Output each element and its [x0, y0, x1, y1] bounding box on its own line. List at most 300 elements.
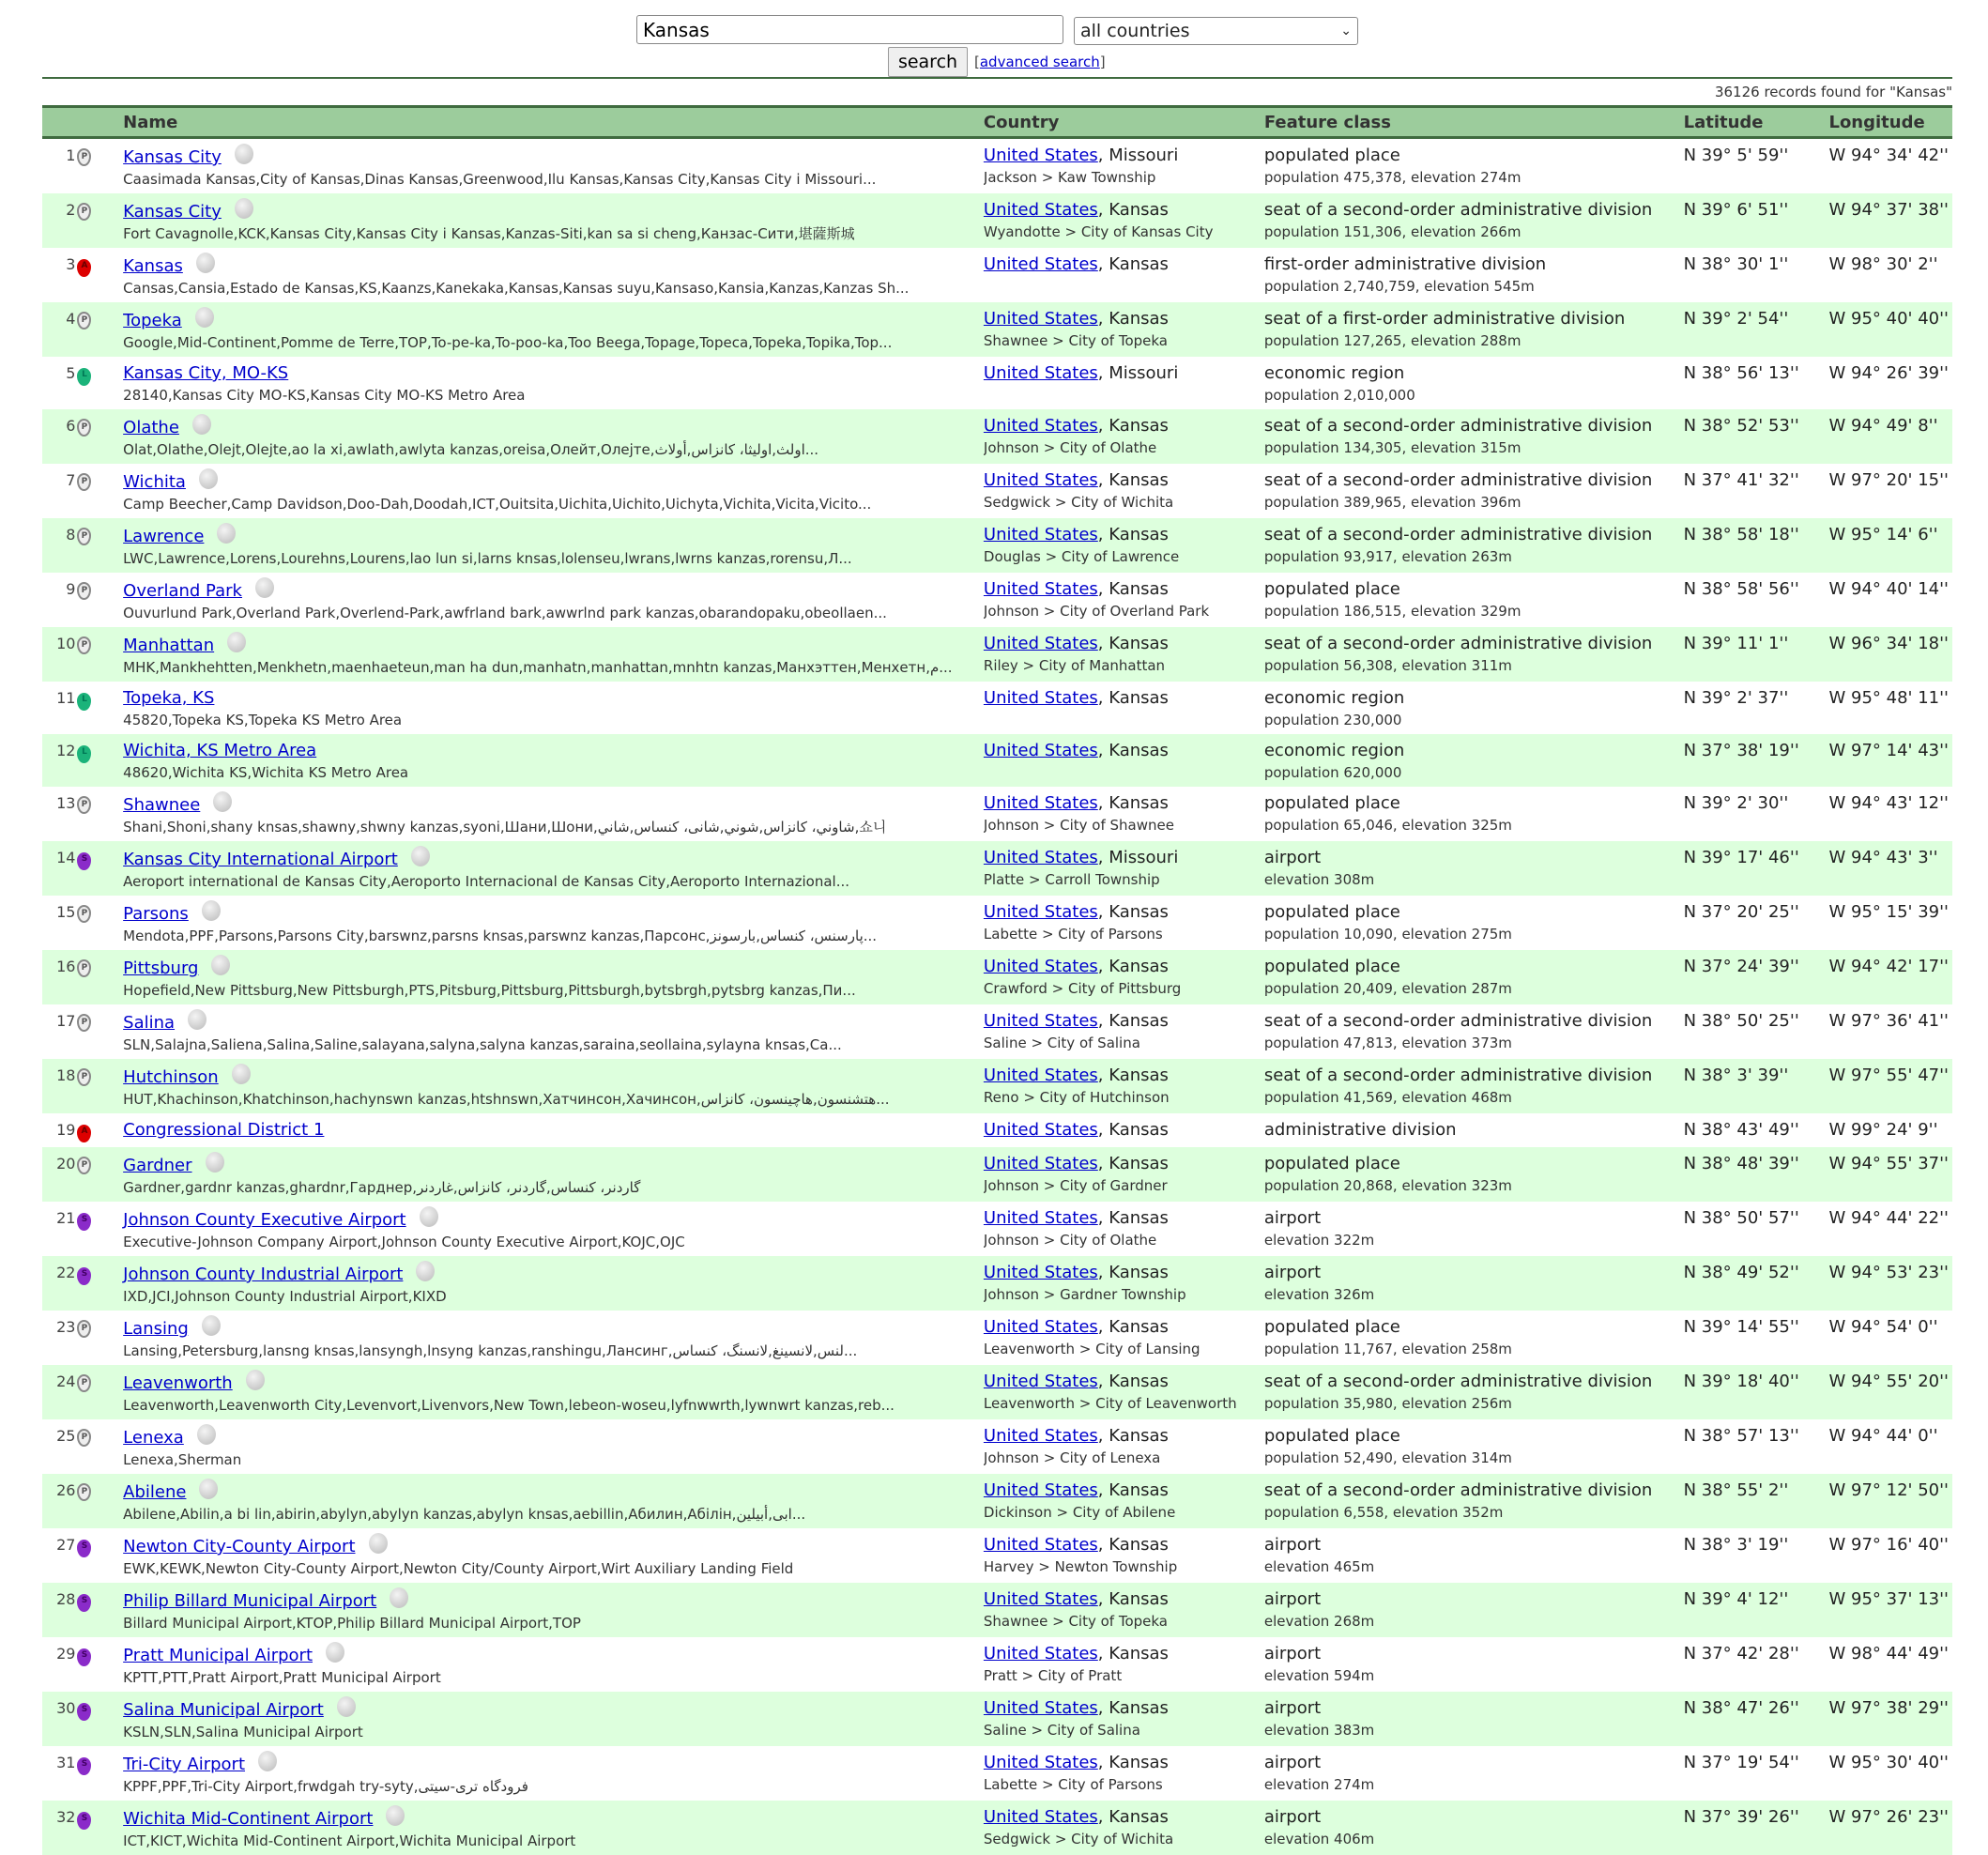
table-row	[42, 573, 1952, 627]
longitude: W 99° 24' 9''	[1828, 1120, 1938, 1140]
airport-pin-icon: S	[77, 1757, 91, 1775]
row-number: 25	[56, 1427, 76, 1445]
country-link[interactable]: United States	[983, 902, 1098, 922]
state: , Kansas	[1097, 1154, 1169, 1173]
populated-place-pin-icon: P	[77, 582, 91, 600]
wikipedia-icon[interactable]	[188, 1009, 206, 1030]
feature-detail: elevation 594m	[1263, 1667, 1375, 1684]
populated-place-pin-icon: P	[77, 959, 91, 977]
place-name-link[interactable]: Overland Park	[123, 581, 242, 601]
place-name-link[interactable]: Johnson County Industrial Airport	[123, 1265, 404, 1284]
wikipedia-icon[interactable]	[195, 307, 214, 328]
admin-path: Johnson > City of Shawnee	[983, 817, 1174, 834]
country-link[interactable]: United States	[983, 957, 1098, 976]
alternate-names: KPPF,PPF,Tri-City Airport,frwdgah try-syty,فرودگاه تری-سیتی	[123, 1778, 528, 1795]
state: , Kansas	[1097, 579, 1169, 599]
table-row	[42, 357, 1952, 409]
latitude: N 37° 38' 19''	[1683, 741, 1799, 760]
feature-class: airport	[1263, 1263, 1322, 1282]
feature-class: airport	[1263, 1698, 1322, 1718]
latitude: N 38° 58' 18''	[1683, 525, 1799, 544]
table-row	[42, 1583, 1952, 1637]
feature-detail: population 20,868, elevation 323m	[1263, 1177, 1512, 1194]
feature-detail: elevation 326m	[1263, 1286, 1375, 1303]
state: , Missouri	[1097, 363, 1179, 383]
place-name-link[interactable]: Parsons	[123, 904, 189, 924]
admin-path: Crawford > City of Pittsburg	[983, 980, 1182, 997]
latitude: N 39° 18' 40''	[1683, 1372, 1799, 1391]
latitude: N 38° 57' 13''	[1683, 1426, 1799, 1446]
table-row	[42, 1528, 1952, 1583]
wikipedia-icon[interactable]	[206, 1152, 224, 1173]
feature-class: airport	[1263, 1753, 1322, 1772]
country-link[interactable]: United States	[983, 525, 1098, 544]
wikipedia-icon[interactable]	[369, 1533, 388, 1554]
longitude: W 94° 55' 20''	[1828, 1372, 1949, 1391]
wikipedia-icon[interactable]	[416, 1261, 435, 1281]
longitude: W 95° 30' 40''	[1828, 1753, 1949, 1772]
table-row	[42, 1365, 1952, 1419]
country-select[interactable]	[1074, 17, 1358, 45]
alternate-names: IXD,JCI,Johnson County Industrial Airport,KIXD	[123, 1288, 447, 1305]
feature-class: populated place	[1263, 957, 1400, 976]
bracket-open: [	[974, 54, 980, 70]
alternate-names: EWK,KEWK,Newton City-County Airport,Newton City/County Airport,Wirt Auxiliary Landing Field	[123, 1560, 794, 1577]
country-link[interactable]: United States	[983, 1372, 1098, 1391]
table-row	[42, 464, 1952, 518]
country-link[interactable]: United States	[983, 848, 1098, 867]
longitude: W 94° 42' 17''	[1828, 957, 1949, 976]
country-link[interactable]: United States	[983, 1589, 1098, 1609]
populated-place-pin-icon: P	[77, 203, 91, 221]
country-link[interactable]: United States	[983, 1208, 1098, 1228]
place-name-link[interactable]: Johnson County Executive Airport	[123, 1210, 406, 1230]
alternate-names: Hopefield,New Pittsburg,New Pittsburgh,PTS,Pitsburg,Pittsburg,Pittsburgh,bytsbrgh,pytsbrg kanzas,Пи...	[123, 982, 856, 999]
country-link[interactable]: United States	[983, 146, 1098, 165]
place-name-link[interactable]: Pratt Municipal Airport	[123, 1646, 313, 1665]
feature-detail: population 2,010,000	[1263, 387, 1415, 404]
populated-place-pin-icon: P	[77, 1483, 91, 1501]
place-name-link[interactable]: Manhattan	[123, 636, 215, 655]
feature-class: populated place	[1263, 1317, 1400, 1337]
row-number: 22	[56, 1264, 76, 1281]
feature-detail: population 127,265, elevation 288m	[1263, 332, 1522, 349]
table-row	[42, 682, 1952, 734]
alternate-names: Aeroport international de Kansas City,Aeroporto Internacional de Kansas City,Aeroporto Internazional...	[123, 873, 850, 890]
wikipedia-icon[interactable]	[411, 846, 430, 866]
feature-detail: population 93,917, elevation 263m	[1263, 548, 1512, 565]
latitude: N 37° 41' 32''	[1683, 470, 1799, 490]
country-link[interactable]: United States	[983, 1753, 1098, 1772]
state: , Kansas	[1097, 1480, 1169, 1500]
longitude: W 97° 36' 41''	[1828, 1011, 1949, 1031]
feature-detail: population 35,980, elevation 256m	[1263, 1395, 1512, 1412]
longitude: W 94° 53' 23''	[1828, 1263, 1949, 1282]
feature-class: airport	[1263, 1644, 1322, 1663]
place-name-link[interactable]: Kansas City	[123, 202, 222, 222]
country-link[interactable]: United States	[983, 1426, 1098, 1446]
place-name-link[interactable]: Hutchinson	[123, 1067, 219, 1087]
table-row	[42, 950, 1952, 1004]
table-row	[42, 896, 1952, 950]
wikipedia-icon[interactable]	[235, 198, 253, 219]
advanced-search-link[interactable]: advanced search	[979, 54, 1100, 70]
state: , Missouri	[1097, 848, 1179, 867]
longitude: W 94° 37' 38''	[1828, 200, 1949, 220]
wikipedia-icon[interactable]	[235, 144, 253, 164]
feature-class: populated place	[1263, 1426, 1400, 1446]
state: , Kansas	[1097, 634, 1169, 653]
place-name-link[interactable]: Kansas City International Airport	[123, 850, 398, 869]
place-name-link[interactable]: Topeka, KS	[123, 688, 215, 708]
feature-detail: population 620,000	[1263, 764, 1402, 781]
latitude: N 38° 50' 57''	[1683, 1208, 1799, 1228]
state: , Kansas	[1097, 1807, 1169, 1827]
country-link[interactable]: United States	[983, 579, 1098, 599]
feature-class: seat of a second-order administrative division	[1263, 416, 1653, 436]
latitude: N 38° 48' 39''	[1683, 1154, 1799, 1173]
latitude: N 39° 2' 37''	[1683, 688, 1789, 708]
table-row	[42, 138, 1952, 194]
row-number: 20	[56, 1155, 76, 1173]
airport-pin-icon: S	[77, 1594, 91, 1612]
country-link[interactable]: United States	[983, 470, 1098, 490]
feature-class: seat of a second-order administrative division	[1263, 1065, 1653, 1085]
admin-path: Sedgwick > City of Wichita	[983, 1831, 1174, 1847]
country-link[interactable]: United States	[983, 416, 1098, 436]
search-input[interactable]	[636, 15, 1063, 44]
country-link[interactable]: United States	[983, 200, 1098, 220]
alternate-names: Lansing,Petersburg,lansng knsas,lansyngh,lnsyng kanzas,ranshingu,Лансинг,لنس,لانسينغ,لانسنگ، کنساس...	[123, 1342, 858, 1359]
wikipedia-icon[interactable]	[199, 468, 218, 489]
place-name-link[interactable]: Salina	[123, 1013, 176, 1033]
country-link[interactable]: United States	[983, 1011, 1098, 1031]
state: , Kansas	[1097, 1065, 1169, 1085]
alternate-names: 48620,Wichita KS,Wichita KS Metro Area	[123, 764, 409, 781]
admin-path: Johnson > Gardner Township	[983, 1286, 1186, 1303]
admin-path: Wyandotte > City of Kansas City	[983, 223, 1214, 240]
feature-detail: elevation 268m	[1263, 1613, 1375, 1630]
longitude: W 94° 54' 0''	[1828, 1317, 1938, 1337]
populated-place-pin-icon: P	[77, 1320, 91, 1338]
admin-pin-icon: A	[77, 1125, 91, 1142]
place-name-link[interactable]: Kansas City, MO-KS	[123, 363, 289, 383]
longitude: W 94° 43' 3''	[1828, 848, 1938, 867]
feature-detail: elevation 406m	[1263, 1831, 1375, 1847]
wikipedia-icon[interactable]	[390, 1587, 408, 1608]
alternate-names: Leavenworth,Leavenworth City,Levenvort,Livenvors,New Town,lebeon-woseu,lyfnwwrth,lywnwrt kanzas,reb...	[123, 1397, 895, 1414]
longitude: W 94° 44' 0''	[1828, 1426, 1938, 1446]
row-number: 10	[56, 635, 76, 652]
latitude: N 38° 55' 2''	[1683, 1480, 1789, 1500]
place-name-link[interactable]: Wichita, KS Metro Area	[123, 741, 317, 760]
longitude: W 97° 55' 47''	[1828, 1065, 1949, 1085]
country-link[interactable]: United States	[983, 1317, 1098, 1337]
alternate-names: Gardner,gardnr kanzas,ghardnr,Гарднер,گاردنر، کنساس,گاردنر، کانزاس,غاردنر	[123, 1179, 641, 1196]
alternate-names: Billard Municipal Airport,KTOP,Philip Billard Municipal Airport,TOP	[123, 1615, 581, 1632]
place-name-link[interactable]: Lawrence	[123, 527, 205, 546]
feature-class: administrative division	[1263, 1120, 1457, 1140]
feature-detail: population 56,308, elevation 311m	[1263, 657, 1512, 674]
feature-detail: population 230,000	[1263, 712, 1402, 728]
chevron-down-icon: ⌄	[1340, 23, 1352, 38]
table-row	[42, 1113, 1952, 1147]
latitude: N 38° 30' 1''	[1683, 254, 1789, 274]
admin-pin-icon: A	[77, 259, 91, 277]
table-row	[42, 1637, 1952, 1692]
row-number: 32	[56, 1808, 76, 1826]
feature-detail: population 2,740,759, elevation 545m	[1263, 278, 1535, 295]
country-link[interactable]: United States	[983, 1807, 1098, 1827]
country-link[interactable]: United States	[983, 1644, 1098, 1663]
feature-class: economic region	[1263, 741, 1405, 760]
populated-place-pin-icon: P	[77, 1068, 91, 1086]
longitude: W 95° 37' 13''	[1828, 1589, 1949, 1609]
longitude: W 95° 15' 39''	[1828, 902, 1949, 922]
feature-class: populated place	[1263, 902, 1400, 922]
table-row	[42, 193, 1952, 248]
country-link[interactable]: United States	[983, 741, 1098, 760]
row-number: 23	[56, 1318, 76, 1336]
latitude: N 37° 42' 28''	[1683, 1644, 1799, 1663]
row-number: 3	[66, 255, 76, 273]
wikipedia-icon[interactable]	[202, 1315, 221, 1336]
place-name-link[interactable]: Gardner	[123, 1156, 192, 1175]
alternate-names: SLN,Salajna,Saliena,Salina,Saline,salayana,salyna,salyna kanzas,saraina,seollaina,sylayna knsas,Ca...	[123, 1036, 842, 1053]
state: , Kansas	[1097, 1698, 1169, 1718]
table-row	[42, 1059, 1952, 1113]
latitude: N 38° 49' 52''	[1683, 1263, 1799, 1282]
records-count: 36126 records found for "Kansas"	[1714, 84, 1952, 100]
state: , Kansas	[1097, 1535, 1169, 1555]
populated-place-pin-icon: P	[77, 419, 91, 437]
longitude: W 96° 34' 18''	[1828, 634, 1949, 653]
feature-detail: population 41,569, elevation 468m	[1263, 1089, 1512, 1106]
feature-detail: population 6,558, elevation 352m	[1263, 1504, 1504, 1521]
country-link[interactable]: United States	[983, 1120, 1098, 1140]
state: , Kansas	[1097, 1120, 1169, 1140]
feature-class: airport	[1263, 1589, 1322, 1609]
feature-class: airport	[1263, 1535, 1322, 1555]
place-name-link[interactable]: Kansas	[123, 256, 183, 276]
longitude: W 94° 44' 22''	[1828, 1208, 1949, 1228]
place-name-link[interactable]: Newton City-County Airport	[123, 1537, 356, 1556]
populated-place-pin-icon: P	[77, 796, 91, 814]
place-name-link[interactable]: Topeka	[123, 311, 182, 330]
region-pin-icon: L	[77, 368, 91, 386]
latitude: N 39° 14' 55''	[1683, 1317, 1799, 1337]
admin-path: Harvey > Newton Township	[983, 1558, 1178, 1575]
country-link[interactable]: United States	[983, 254, 1098, 274]
latitude: N 37° 24' 39''	[1683, 957, 1799, 976]
place-name-link[interactable]: Tri-City Airport	[123, 1755, 246, 1774]
admin-path: Saline > City of Salina	[983, 1035, 1140, 1051]
feature-detail: population 151,306, elevation 266m	[1263, 223, 1522, 240]
wikipedia-icon[interactable]	[246, 1370, 265, 1390]
longitude: W 98° 30' 2''	[1828, 254, 1938, 274]
place-name-link[interactable]: Wichita	[123, 472, 186, 492]
latitude: N 39° 4' 12''	[1683, 1589, 1789, 1609]
country-link[interactable]: United States	[983, 309, 1098, 329]
alternate-names: Lenexa,Sherman	[123, 1451, 242, 1468]
row-number: 2	[66, 201, 76, 219]
place-name-link[interactable]: Kansas City	[123, 147, 222, 167]
country-select-value: all countries	[1080, 21, 1190, 41]
place-name-link[interactable]: Abilene	[123, 1482, 187, 1502]
place-name-link[interactable]: Wichita Mid-Continent Airport	[123, 1809, 374, 1829]
populated-place-pin-icon: P	[77, 1014, 91, 1032]
state: , Kansas	[1097, 1426, 1169, 1446]
state: , Kansas	[1097, 254, 1169, 274]
wikipedia-icon[interactable]	[255, 577, 274, 598]
place-name-link[interactable]: Lenexa	[123, 1428, 184, 1448]
alternate-names: ICT,KICT,Wichita Mid-Continent Airport,Wichita Municipal Airport	[123, 1832, 576, 1849]
admin-path: Riley > City of Manhattan	[983, 657, 1166, 674]
table-row	[42, 1746, 1952, 1801]
airport-pin-icon: S	[77, 1213, 91, 1231]
admin-path: Dickinson > City of Abilene	[983, 1504, 1176, 1521]
feature-class: seat of a second-order administrative division	[1263, 525, 1653, 544]
state: , Kansas	[1097, 200, 1169, 220]
row-number: 11	[56, 689, 76, 707]
place-name-link[interactable]: Olathe	[123, 418, 179, 437]
admin-path: Shawnee > City of Topeka	[983, 332, 1168, 349]
admin-path: Leavenworth > City of Lansing	[983, 1341, 1200, 1357]
admin-path: Johnson > City of Overland Park	[983, 603, 1210, 620]
wikipedia-icon[interactable]	[217, 523, 236, 544]
alternate-names: LWC,Lawrence,Lorens,Lourehns,Lourens,lao lun si,larns knsas,lolenseu,lwrans,lwrns kanzas,rorensu,Л...	[123, 550, 852, 567]
table-row	[42, 1692, 1952, 1746]
alternate-names: 45820,Topeka KS,Topeka KS Metro Area	[123, 712, 403, 728]
admin-path: Platte > Carroll Township	[983, 871, 1160, 888]
search-button[interactable]: search	[888, 47, 968, 77]
wikipedia-icon[interactable]	[337, 1696, 356, 1717]
state: , Kansas	[1097, 470, 1169, 490]
place-name-link[interactable]: Leavenworth	[123, 1373, 233, 1393]
country-link[interactable]: United States	[983, 1263, 1098, 1282]
table-row	[42, 1256, 1952, 1311]
row-number: 27	[56, 1536, 76, 1554]
wikipedia-icon[interactable]	[197, 1424, 216, 1445]
feature-class: economic region	[1263, 688, 1405, 708]
bracket-close: ]	[1099, 54, 1106, 70]
country-link[interactable]: United States	[983, 1480, 1098, 1500]
place-name-link[interactable]: Salina Municipal Airport	[123, 1700, 324, 1720]
latitude: N 39° 2' 30''	[1683, 793, 1789, 813]
row-number: 12	[56, 742, 76, 759]
country-link[interactable]: United States	[983, 1065, 1098, 1085]
longitude: W 97° 38' 29''	[1828, 1698, 1949, 1718]
row-number: 6	[66, 417, 76, 435]
wikipedia-icon[interactable]	[196, 253, 215, 273]
wikipedia-icon[interactable]	[199, 1479, 218, 1499]
airport-pin-icon: S	[77, 852, 91, 870]
table-row	[42, 734, 1952, 787]
longitude: W 97° 12' 50''	[1828, 1480, 1949, 1500]
latitude: N 37° 39' 26''	[1683, 1807, 1799, 1827]
row-number: 21	[56, 1209, 76, 1227]
row-number: 8	[66, 526, 76, 544]
row-number: 29	[56, 1645, 76, 1663]
longitude: W 95° 40' 40''	[1828, 309, 1949, 329]
header-num	[42, 107, 75, 138]
table-header	[42, 107, 1952, 138]
wikipedia-icon[interactable]	[232, 1064, 251, 1084]
latitude: N 38° 56' 13''	[1683, 363, 1799, 383]
place-name-link[interactable]: Shawnee	[123, 795, 201, 815]
place-name-link[interactable]: Pittsburg	[123, 958, 199, 978]
row-number: 30	[56, 1699, 76, 1717]
country-link[interactable]: United States	[983, 688, 1098, 708]
airport-pin-icon: S	[77, 1648, 91, 1666]
feature-detail: population 389,965, elevation 396m	[1263, 494, 1522, 511]
populated-place-pin-icon: P	[77, 528, 91, 545]
wikipedia-icon[interactable]	[420, 1206, 438, 1227]
place-name-link[interactable]: Congressional District 1	[123, 1120, 325, 1140]
wikipedia-icon[interactable]	[386, 1805, 405, 1826]
country-link[interactable]: United States	[983, 793, 1098, 813]
longitude: W 98° 44' 49''	[1828, 1644, 1949, 1663]
wikipedia-icon[interactable]	[202, 900, 221, 921]
country-link[interactable]: United States	[983, 1698, 1098, 1718]
latitude: N 38° 3' 19''	[1683, 1535, 1789, 1555]
populated-place-pin-icon: P	[77, 1157, 91, 1174]
admin-path: Jackson > Kaw Township	[983, 169, 1156, 186]
admin-path: Johnson > City of Olathe	[983, 439, 1157, 456]
alternate-names: KSLN,SLN,Salina Municipal Airport	[123, 1724, 363, 1740]
table-row	[42, 248, 1952, 302]
table-row	[42, 409, 1952, 464]
region-pin-icon: L	[77, 693, 91, 711]
feature-detail: population 134,305, elevation 315m	[1263, 439, 1522, 456]
populated-place-pin-icon: P	[77, 1374, 91, 1392]
country-link[interactable]: United States	[983, 634, 1098, 653]
latitude: N 38° 3' 39''	[1683, 1065, 1789, 1085]
latitude: N 37° 20' 25''	[1683, 902, 1799, 922]
place-name-link[interactable]: Lansing	[123, 1319, 189, 1339]
feature-detail: population 65,046, elevation 325m	[1263, 817, 1512, 834]
place-name-link[interactable]: Philip Billard Municipal Airport	[123, 1591, 377, 1611]
airport-pin-icon: S	[77, 1812, 91, 1830]
feature-class: seat of a first-order administrative division	[1263, 309, 1626, 329]
country-link[interactable]: United States	[983, 1154, 1098, 1173]
feature-detail: elevation 383m	[1263, 1722, 1375, 1739]
country-link[interactable]: United States	[983, 1535, 1098, 1555]
wikipedia-icon[interactable]	[213, 791, 232, 812]
state: , Missouri	[1097, 146, 1179, 165]
state: , Kansas	[1097, 416, 1169, 436]
table-row	[42, 1801, 1952, 1855]
longitude: W 95° 14' 6''	[1828, 525, 1938, 544]
country-link[interactable]: United States	[983, 363, 1098, 383]
populated-place-pin-icon: P	[77, 148, 91, 166]
feature-class: populated place	[1263, 793, 1400, 813]
latitude: N 37° 19' 54''	[1683, 1753, 1799, 1772]
longitude: W 94° 49' 8''	[1828, 416, 1938, 436]
wikipedia-icon[interactable]	[192, 414, 211, 435]
wikipedia-icon[interactable]	[227, 632, 246, 652]
admin-path: Saline > City of Salina	[983, 1722, 1140, 1739]
wikipedia-icon[interactable]	[258, 1751, 277, 1771]
alternate-names: Camp Beecher,Camp Davidson,Doo-Dah,Doodah,ICT,Ouitsita,Uichita,Uichito,Uichyta,Vichita,Vicita,Vicito...	[123, 496, 872, 513]
row-number: 9	[66, 580, 76, 598]
header-icon	[75, 107, 119, 138]
wikipedia-icon[interactable]	[211, 955, 230, 975]
alternate-names: 28140,Kansas City MO-KS,Kansas City MO-KS Metro Area	[123, 387, 526, 404]
state: , Kansas	[1097, 902, 1169, 922]
wikipedia-icon[interactable]	[326, 1642, 344, 1663]
divider	[42, 77, 1952, 79]
